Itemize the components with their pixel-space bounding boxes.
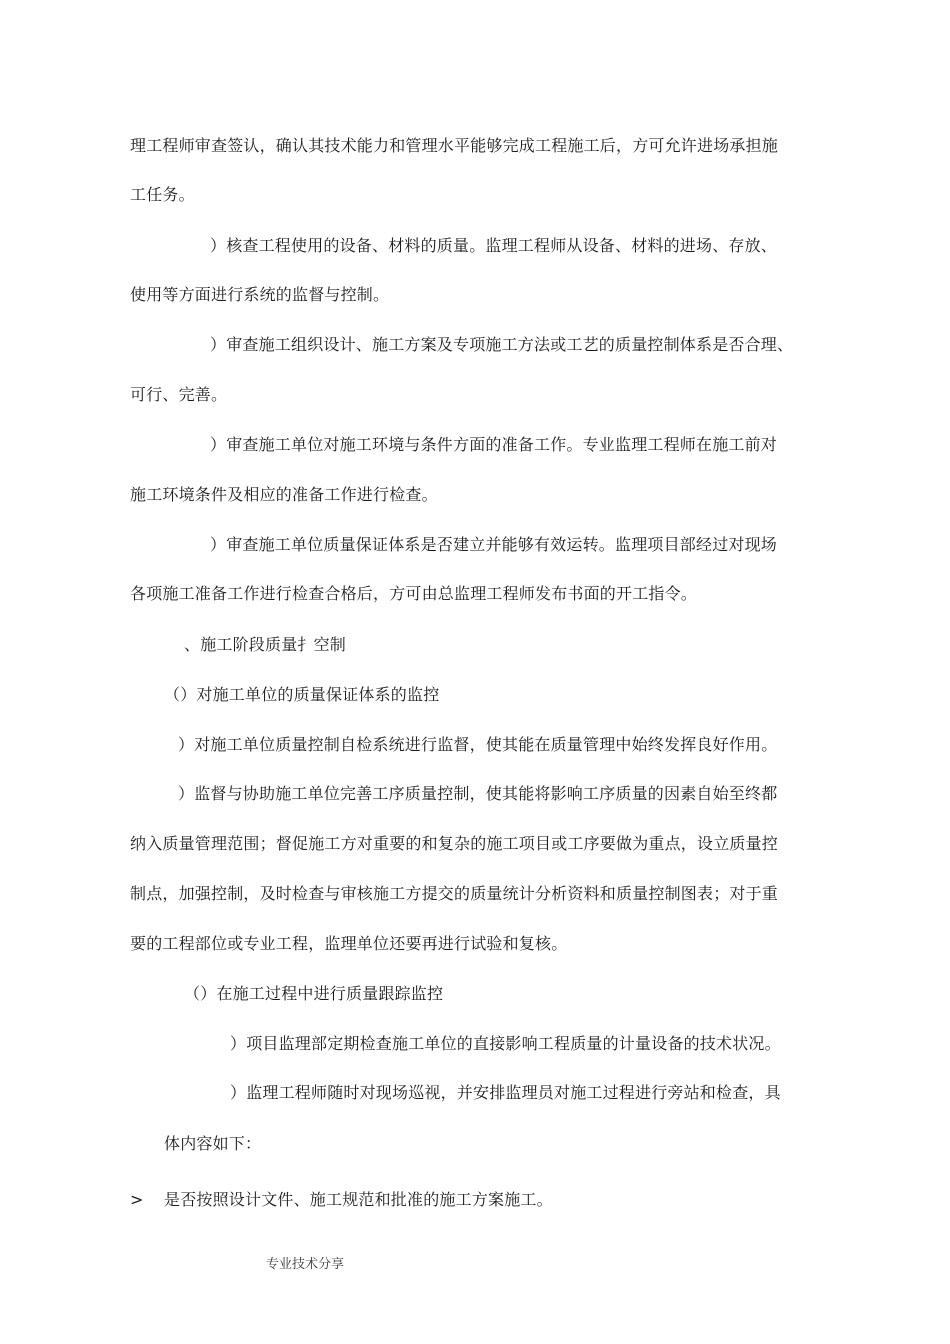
bullet-marker: > <box>130 1190 144 1209</box>
paragraph-line: 各项施工准备工作进行检查合格后，方可由总监理工程师发布书面的开工指令。 <box>130 584 698 603</box>
paragraph-line: 理工程师审查签认，确认其技术能力和管理水平能够完成工程施工后，方可允许进场承担施 <box>130 136 779 155</box>
section-heading: 、施工阶段质量扌空制 <box>184 635 347 654</box>
bullet-item: 是否按照设计文件、施工规范和批准的施工方案施工。 <box>164 1190 553 1209</box>
paragraph-line: ）对施工单位质量控制自检系统进行监督，使其能在质量管理中始终发挥良好作用。 <box>178 735 778 754</box>
paragraph-line: ）项目监理部定期检查施工单位的直接影响工程质量的计量设备的技术状况。 <box>230 1034 781 1053</box>
paragraph-line: 制点，加强控制，及时检查与审核施工方提交的质量统计分析资料和质量控制图表；对于重 <box>130 884 779 903</box>
paragraph-line: 纳入质量管理范围；督促施工方对重要的和复杂的施工项目或工序要做为重点，设立质量控 <box>130 834 779 853</box>
paragraph-line: ）监督与协助施工单位完善工序质量控制，使其能将影响工序质量的因素自始至终都 <box>178 784 778 803</box>
page-footer: 专业技术分享 <box>266 1257 345 1272</box>
paragraph-line: 使用等方面进行系统的监督与控制。 <box>130 285 390 304</box>
paragraph-line: ）监理工程师随时对现场巡视，并安排监理员对施工过程进行旁站和检查，具 <box>230 1083 781 1102</box>
paragraph-line: 工任务。 <box>130 185 195 204</box>
paragraph-line: 要的工程部位或专业工程，监理单位还要再进行试验和复核。 <box>130 934 568 953</box>
subsection-heading: （）对施工单位的质量保证体系的监控 <box>164 685 440 704</box>
paragraph-line: ）审查施工组织设计、施工方案及专项施工方法或工艺的质量控制体系是否合理、 <box>210 335 794 354</box>
paragraph-line: 体内容如下： <box>164 1134 262 1153</box>
paragraph-line: ）核查工程使用的设备、材料的质量。监理工程师从设备、材料的进场、存放、 <box>210 236 778 255</box>
paragraph-line: 施工环境条件及相应的准备工作进行检查。 <box>130 485 438 504</box>
paragraph-line: ）审查施工单位质量保证体系是否建立并能够有效运转。监理项目部经过对现场 <box>210 535 778 554</box>
paragraph-line: ）审查施工单位对施工环境与条件方面的准备工作。专业监理工程师在施工前对 <box>210 435 778 454</box>
paragraph-line: 可行、完善。 <box>130 385 228 404</box>
subsection-heading: （）在施工过程中进行质量跟踪监控 <box>184 984 444 1003</box>
